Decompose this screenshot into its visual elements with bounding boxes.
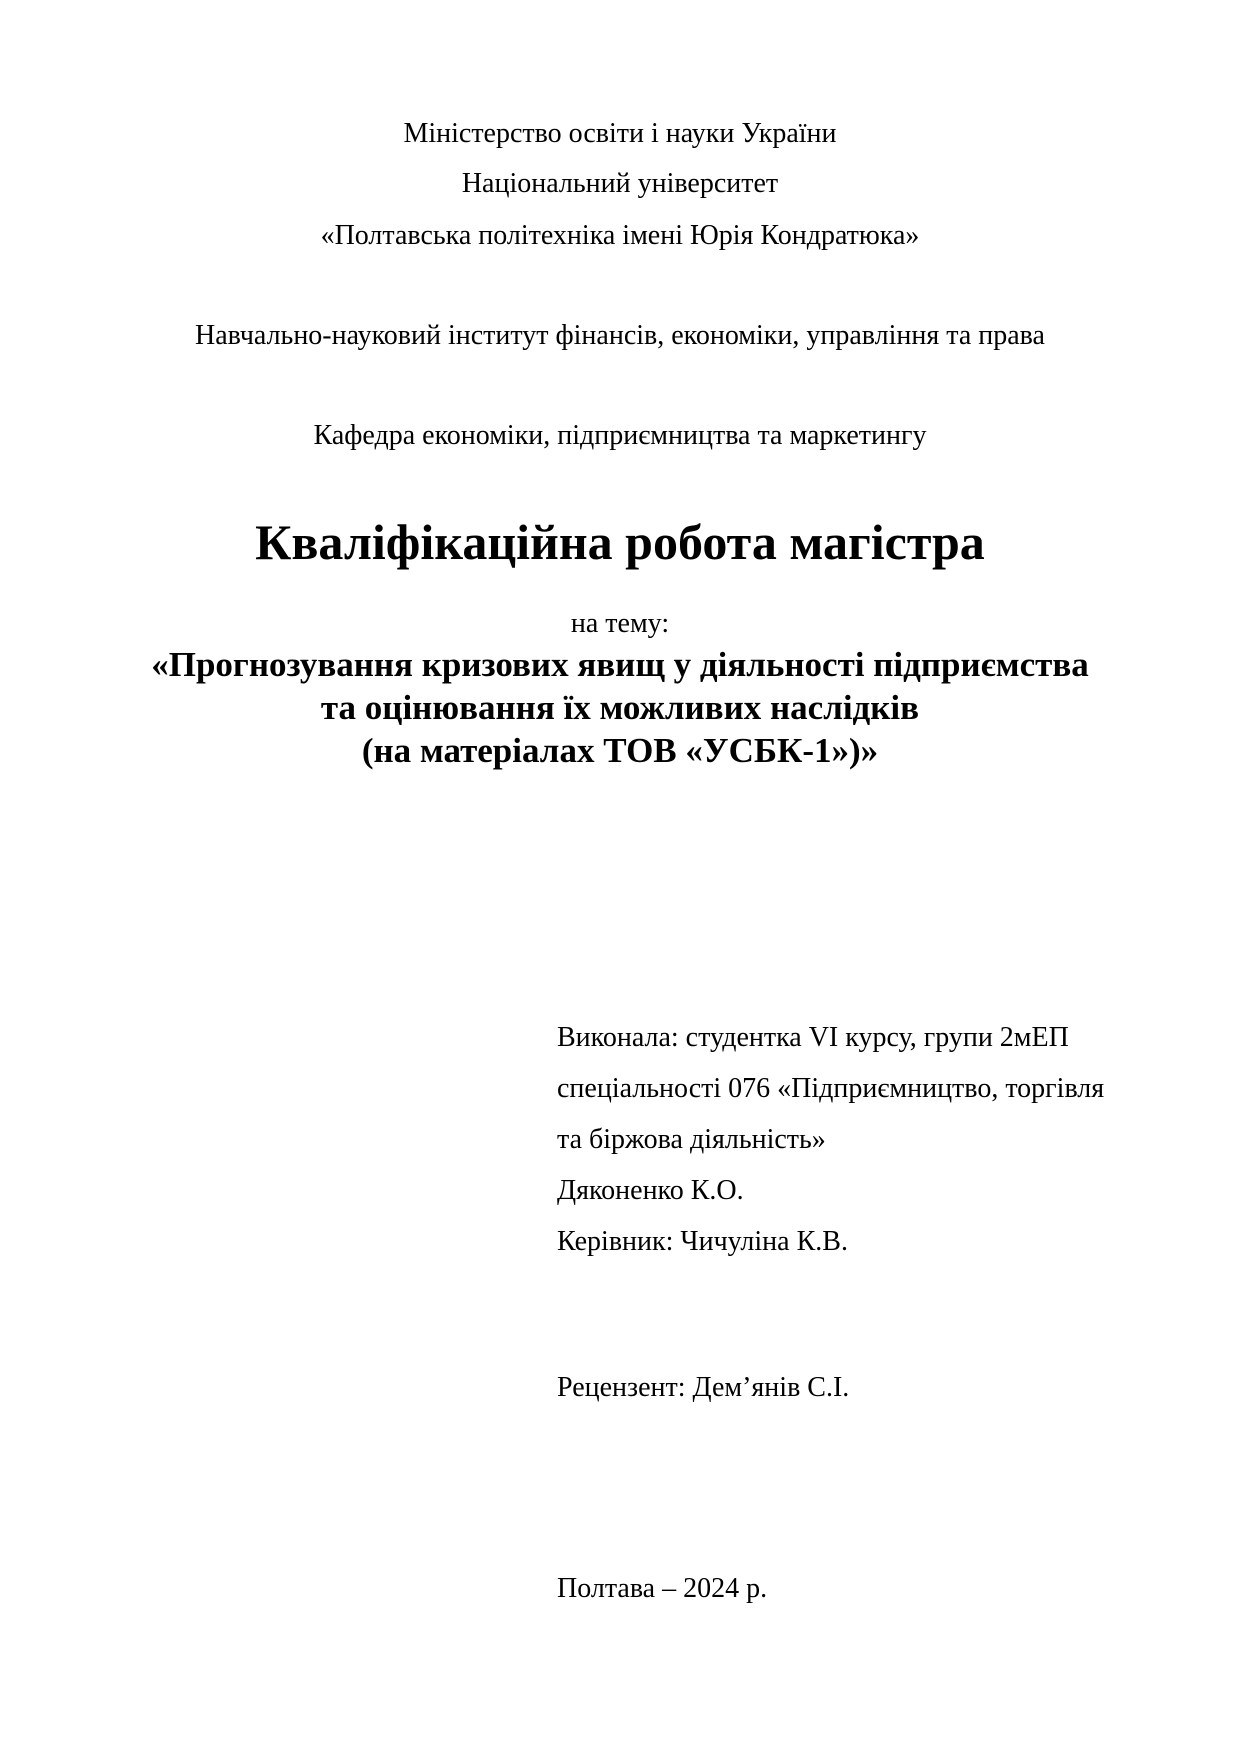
topic-line-2: та оцінювання їх можливих наслідків <box>320 688 920 727</box>
topic-line-1: «Прогнозування кризових явищ у діяльності підприємства <box>151 645 1089 684</box>
department-line: Кафедра економіки, підприємництва та маркетингу <box>313 420 927 451</box>
author-name: Дяконенко К.О. <box>557 1175 744 1206</box>
topic-line-3: (на матеріалах ТОВ «УСБК-1»)» <box>361 731 879 770</box>
author-line-2: спеціальності 076 «Підприємництво, торгівля <box>557 1073 1105 1104</box>
reviewer-line: Рецензент: Дем’янів С.І. <box>557 1372 850 1403</box>
author-line-3: та біржова діяльність» <box>557 1124 826 1155</box>
university-name-line: «Полтавська політехніка імені Юрія Кондратюка» <box>320 220 920 251</box>
university-line: Національний університет <box>461 168 779 199</box>
city-year-line: Полтава – 2024 р. <box>557 1573 768 1604</box>
author-line-1: Виконала: студентка VI курсу, групи 2мЕП <box>557 1022 1069 1053</box>
ministry-line: Міністерство освіти і науки України <box>403 118 837 149</box>
supervisor-line: Керівник: Чичуліна К.В. <box>557 1226 848 1257</box>
institute-line: Навчально-науковий інститут фінансів, економіки, управління та права <box>195 320 1045 351</box>
work-type-title: Кваліфікаційна робота магістра <box>255 514 985 570</box>
topic-intro: на тему: <box>570 608 670 639</box>
